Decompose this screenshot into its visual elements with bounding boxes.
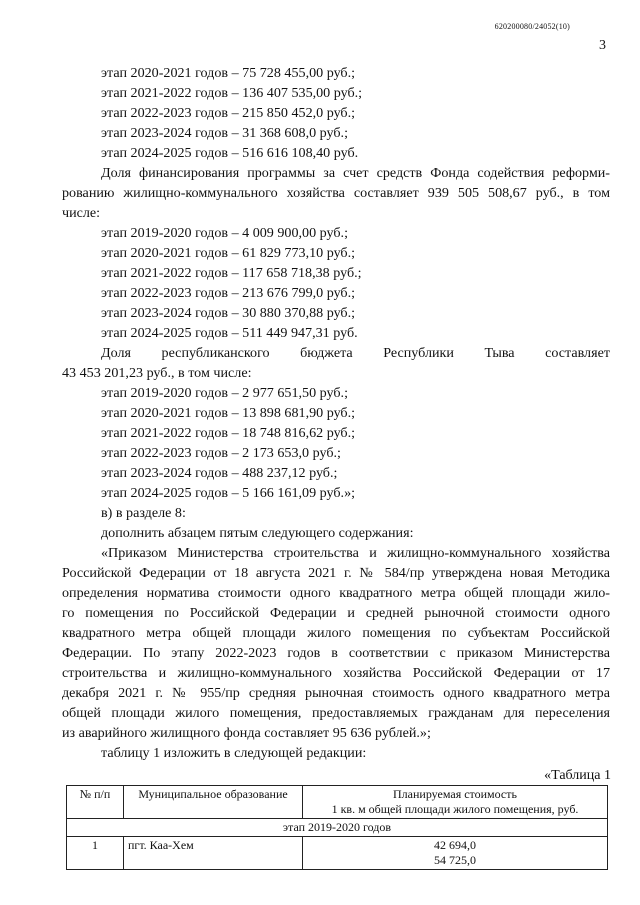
stage-line: этап 2022-2023 годов – 2 173 653,0 руб.; (101, 445, 341, 461)
quote-line: квадратного метра общей площади жилого помещения по субъектам Российской (62, 625, 610, 641)
stage-line: этап 2024-2025 годов – 511 449 947,31 руб. (101, 325, 358, 341)
table-caption: «Таблица 1 (544, 768, 611, 783)
stage-line: этап 2019-2020 годов – 4 009 900,00 руб.; (101, 225, 348, 241)
stage-line: этап 2023-2024 годов – 488 237,12 руб.; (101, 465, 338, 481)
stage-line: этап 2020-2021 годов – 13 898 681,90 руб.; (101, 405, 356, 421)
stage-line: этап 2022-2023 годов – 215 850 452,0 руб.; (101, 105, 356, 121)
stage-line: этап 2024-2025 годов – 516 616 108,40 руб. (101, 145, 359, 161)
quote-line: декабря 2021 г. № 955/пр средняя рыночная стоимость одного квадратного метра (62, 685, 610, 701)
stage-line: этап 2020-2021 годов – 61 829 773,10 руб.; (101, 245, 356, 261)
fund-paragraph-line: рованию жилищно-коммунального хозяйства составляет 939 505 508,67 руб., в том (62, 185, 610, 201)
republic-paragraph-line: 43 453 201,23 руб., в том числе: (62, 365, 252, 381)
stage-line: этап 2020-2021 годов – 75 728 455,00 руб.; (101, 65, 356, 81)
word: составляет (545, 345, 610, 361)
republic-paragraph-line (62, 343, 610, 363)
fund-paragraph-line: числе: (62, 205, 101, 221)
word: Тыва (484, 345, 515, 361)
table-1 (66, 785, 608, 870)
stage-line: этап 2022-2023 годов – 213 676 799,0 руб.; (101, 285, 356, 301)
row-cost (303, 837, 608, 870)
quote-line: общей площади жилого помещения, предоставляемых гражданам для переселения (62, 705, 610, 721)
header-municipality: Муниципальное образование (124, 786, 303, 819)
word: Доля (101, 345, 131, 361)
header-planned-cost (303, 786, 608, 819)
word: республиканского (161, 345, 270, 361)
stage-line: этап 2021-2022 годов – 136 407 535,00 руб.; (101, 85, 363, 101)
document-code: 620200080/24052(10) (494, 22, 570, 31)
stage-line: этап 2023-2024 годов – 31 368 608,0 руб.; (101, 125, 348, 141)
amendment-intro: дополнить абзацем пятым следующего содержания: (101, 525, 414, 541)
stage-line: этап 2021-2022 годов – 117 658 718,38 руб.; (101, 265, 362, 281)
cost-value: 42 694,0 (434, 838, 476, 852)
stage-line: этап 2021-2022 годов – 18 748 816,62 руб.; (101, 425, 356, 441)
stage-label: этап 2019-2020 годов (67, 819, 608, 837)
stage-line: этап 2024-2025 годов – 5 166 161,09 руб.»; (101, 485, 356, 501)
stage-line: этап 2023-2024 годов – 30 880 370,88 руб.; (101, 305, 356, 321)
header-cost-line: 1 кв. м общей площади жилого помещения, руб. (331, 802, 579, 816)
page-number: 3 (599, 38, 606, 53)
fund-paragraph-line: Доля финансирования программы за счет средств Фонда содействия реформи- (101, 165, 610, 181)
table-row (67, 837, 608, 870)
quote-line: строительства и жилищно-коммунального хозяйства Российской Федерации от 17 (62, 665, 610, 681)
section-8-heading: в) в разделе 8: (101, 505, 186, 521)
header-cost-line: Планируемая стоимость (393, 787, 517, 801)
quote-line: Российской Федерации от 18 августа 2021 г. № 584/пр утверждена новая Методика (62, 565, 610, 581)
quote-line: Федерации. По этапу 2022-2023 годов в соответствии с приказом Министерства (62, 645, 610, 661)
row-number: 1 (67, 837, 124, 870)
quote-line: «Приказом Министерства строительства и жилищно-коммунального хозяйства (101, 545, 610, 561)
row-municipality: пгт. Каа-Хем (124, 837, 303, 870)
cost-value: 54 725,0 (434, 853, 476, 867)
table-header-row (67, 786, 608, 819)
table-intro: таблицу 1 изложить в следующей редакции: (101, 745, 367, 761)
header-number: № п/п (67, 786, 124, 819)
document-body (62, 63, 610, 763)
word: бюджета (300, 345, 353, 361)
stage-line: этап 2019-2020 годов – 2 977 651,50 руб.; (101, 385, 348, 401)
word: Республики (383, 345, 454, 361)
quote-line: определения норматива стоимости одного квадратного метра общей площади жило- (62, 585, 610, 601)
quote-line: го помещения по Российской Федерации и средней рыночной стоимости одного (62, 605, 610, 621)
table-stage-row (67, 819, 608, 837)
quote-line: из аварийного жилищного фонда составляет 95 636 рублей.»; (62, 725, 431, 741)
